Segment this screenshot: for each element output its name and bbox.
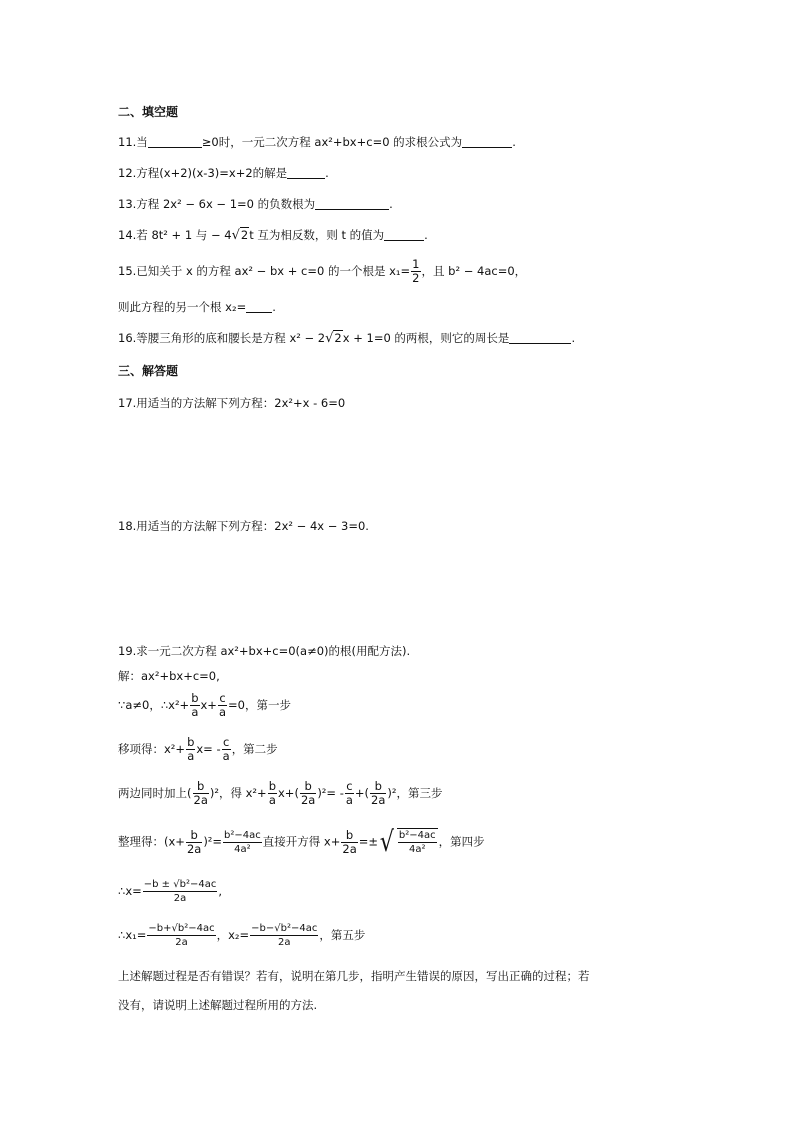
question-12: 12.方程(x+2)(x-3)=x+2的解是 . <box>118 166 329 180</box>
fraction: $\frac{\text{−b−√b²−4ac}}{2a}$ <box>251 923 318 948</box>
solution-step-2: 移项得：x²+ $\frac{b}{a}$ x= - $\frac{c}{a}$ ，第二步 <box>118 735 278 763</box>
solution-step-6: ∴x₁= $\frac{\text{−b+√b²−4ac}}{2a}$ ，x₂= $\frac{\text{−b−√b²−4ac}}{2a}$ ，第五步 <box>118 923 366 948</box>
question-11: 11.当 ≥0时，一元二次方程 ax²+bx+c=0 的求根公式为 . <box>118 135 516 149</box>
question-16: 16.等腰三角形的底和腰长是方程 x² − 2√2x + 1=0 的两根，则它的周长是 . <box>118 331 576 346</box>
question-15: 15.已知关于 x 的方程 ax² − bx + c=0 的一个根是 x₁= $\frac{1}{2}$ ，且 b² − 4ac=0， <box>118 257 527 285</box>
radical-sign: √ <box>379 825 395 858</box>
answer-blank[interactable] <box>384 228 424 241</box>
answer-blank[interactable] <box>462 135 512 148</box>
fraction: $\frac{c}{a}$ <box>345 779 353 807</box>
fraction: $\frac{b}{a}$ <box>191 691 199 719</box>
question-18: 18.用适当的方法解下列方程：2x² − 4x − 3=0. <box>118 519 369 533</box>
radical-sign: √ <box>325 331 334 346</box>
question-19: 19.求一元二次方程 ax²+bx+c=0(a≠0)的根(用配方法). <box>118 644 411 658</box>
fraction: $\frac{\text{−b ± √b²−4ac}}{2a}$ <box>143 879 217 904</box>
solution-step-3: 两边同时加上( $\frac{b}{2a}$ )²，得 x²+ $\frac{b}{a}$ x+( $\frac{b}{2a}$ )²= - $\frac{c}{a}$ +( $\frac{b}{2a}$ )²，第三步 <box>118 779 443 807</box>
fraction: $\frac{b}{a}$ <box>268 779 276 807</box>
solution-step-5: ∴x= $\frac{\text{−b ± √b²−4ac}}{2a}$ , <box>118 879 222 904</box>
fraction: $\frac{b}{2a}$ <box>342 827 357 856</box>
fraction: $\frac{b}{a}$ <box>187 735 195 763</box>
answer-blank[interactable] <box>509 331 571 344</box>
solution-step-4: 整理得：(x+ $\frac{b}{2a}$ )²= $\frac{\text{b²−4ac}}{\text{4a²}}$ 直接开方得 x+ $\frac{b}{2a}$ =±√ $\frac{\text{b²−4ac}}{\text{4a²}}$ ，第四步 <box>118 825 485 858</box>
fraction: $\frac{\text{b²−4ac}}{\text{4a²}}$ <box>224 829 261 855</box>
fraction: $\frac{c}{a}$ <box>222 735 230 763</box>
fraction: $\frac{b}{2a}$ <box>371 779 386 807</box>
radical-sign: √ <box>231 228 240 243</box>
fraction: $\frac{1}{2}$ <box>412 257 420 285</box>
section-heading-fill-in: 二、填空题 <box>118 105 179 119</box>
question-17: 17.用适当的方法解下列方程：2x²+x - 6=0 <box>118 396 346 410</box>
question-19-prompt-line-2: 没有，请说明上述解题过程所用的方法. <box>118 998 318 1012</box>
answer-blank[interactable] <box>246 300 272 313</box>
solution-step-1: ∵a≠0，∴x²+ $\frac{b}{a}$ x+ $\frac{c}{a}$ =0，第一步 <box>118 691 291 719</box>
fraction: $\frac{b}{2a}$ <box>186 827 202 856</box>
question-13: 13.方程 2x² − 6x − 1=0 的负数根为 . <box>118 197 393 211</box>
fraction: $\frac{c}{a}$ <box>218 691 227 719</box>
question-14: 14.若 8t² + 1 与 − 4√2t 互为相反数，则 t 的值为 . <box>118 228 428 243</box>
answer-blank[interactable] <box>315 197 389 210</box>
question-19-prompt-line-1: 上述解题过程是否有错误？若有，说明在第几步，指明产生错误的原因，写出正确的过程；若 <box>118 969 590 983</box>
fraction: $\frac{b}{2a}$ <box>300 779 316 807</box>
fraction: $\frac{\text{−b+√b²−4ac}}{2a}$ <box>148 923 215 948</box>
answer-blank[interactable] <box>287 166 325 179</box>
question-15-continued: 则此方程的另一个根 x₂= . <box>118 300 276 314</box>
section-heading-solve: 三、解答题 <box>118 364 179 378</box>
fraction: $\frac{\text{b²−4ac}}{\text{4a²}}$ <box>398 830 436 855</box>
fraction: $\frac{b}{2a}$ <box>193 779 208 807</box>
solution-start: 解：ax²+bx+c=0, <box>118 669 220 683</box>
answer-blank[interactable] <box>148 135 202 148</box>
